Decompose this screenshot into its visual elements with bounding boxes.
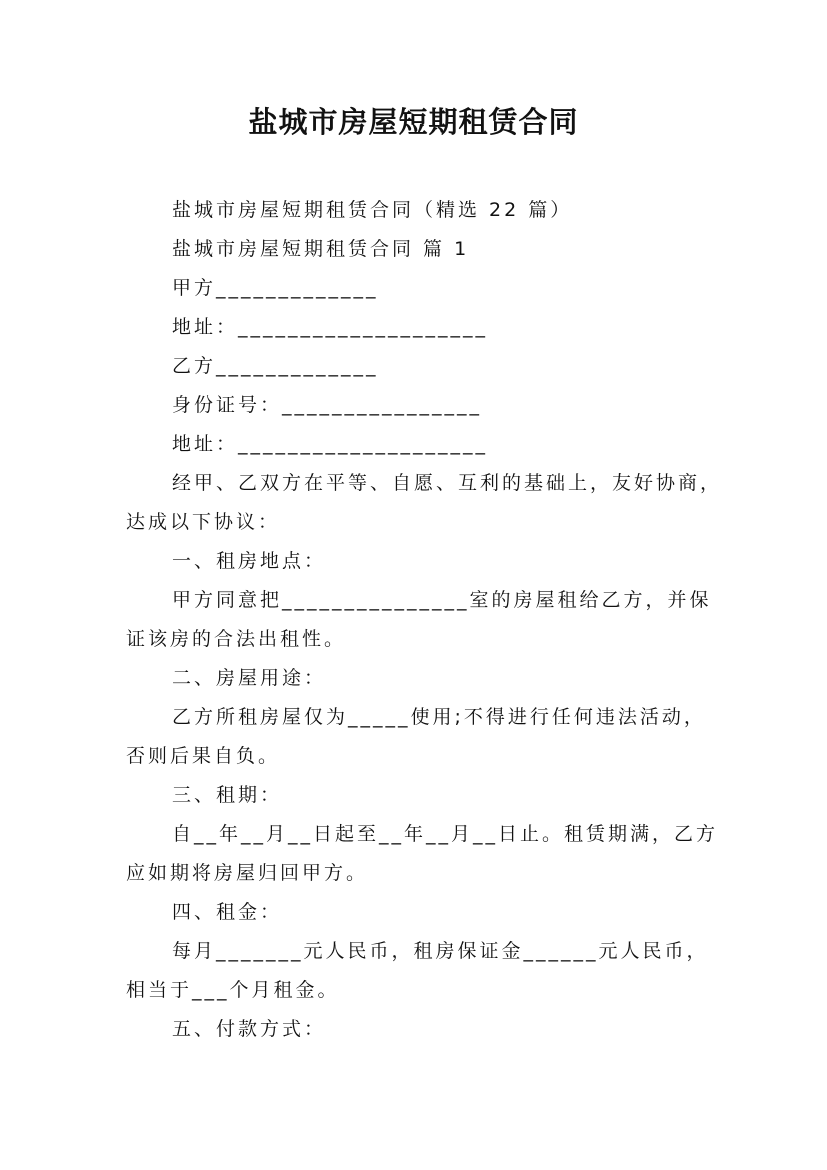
preamble-line-1: 经甲、乙双方在平等、自愿、互利的基础上，友好协商， [172,472,723,494]
document-title: 盐城市房屋短期租赁合同 [248,105,579,139]
section-3-text-line-2: 应如期将房屋归回甲方。 [126,862,369,884]
party-b-field: 乙方_____________ [172,355,379,377]
party-a-field: 甲方_____________ [172,277,379,299]
section-4-heading: 四、租金： [172,901,283,923]
party-a-address-field: 地址：____________________ [172,316,489,338]
party-b-id-field: 身份证号：________________ [172,394,483,416]
section-2-text-line-1: 乙方所租房屋仅为_____使用;不得进行任何违法活动， [172,706,706,728]
section-4-text-line-1: 每月_______元人民币，租房保证金______元人民币， [172,940,709,962]
section-4-text-line-2: 相当于___个月租金。 [126,979,340,1001]
section-3-text-line-1: 自__年__月__日起至__年__月__日止。租赁期满，乙方 [172,823,719,845]
section-5-heading: 五、付款方式： [172,1018,327,1040]
section-1-text-line-1: 甲方同意把_______________室的房屋租给乙方，并保 [172,589,712,611]
section-2-heading: 二、房屋用途： [172,667,327,689]
subtitle-collection: 盐城市房屋短期租赁合同（精选 22 篇） [172,199,573,221]
section-1-text-line-2: 证该房的合法出租性。 [126,628,347,650]
preamble-line-2: 达成以下协议： [126,511,281,533]
section-3-heading: 三、租期： [172,784,283,806]
section-2-text-line-2: 否则后果自负。 [126,745,281,767]
party-b-address-field: 地址：____________________ [172,433,489,455]
subtitle-article-1: 盐城市房屋短期租赁合同 篇 1 [172,238,470,260]
section-1-heading: 一、租房地点： [172,550,327,572]
